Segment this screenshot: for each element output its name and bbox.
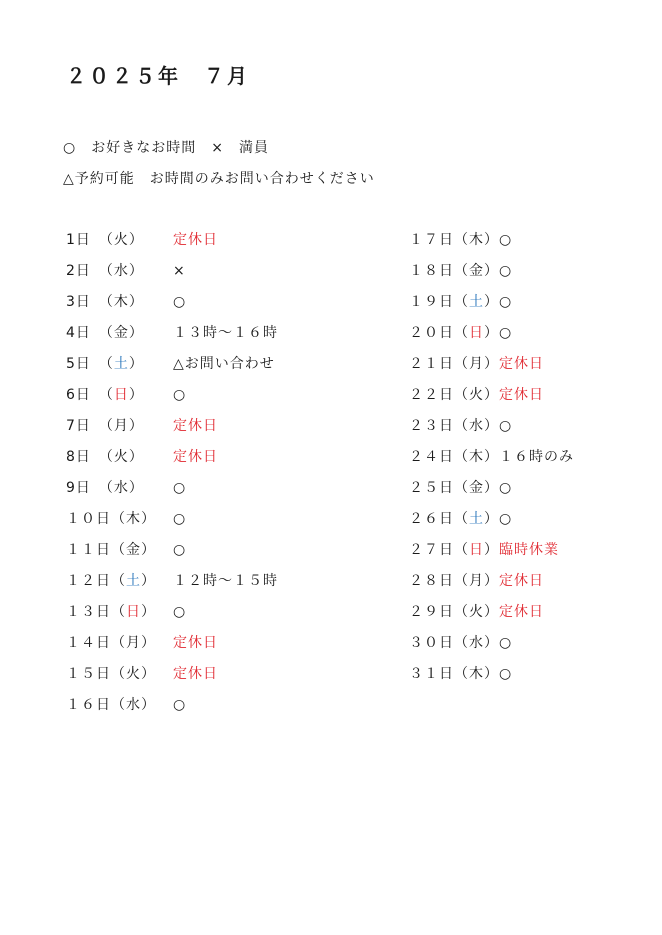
day-date: 4日 （金） (66, 325, 144, 341)
day-date: ２６日（土） (409, 511, 499, 527)
day-weekday: 火 (469, 604, 484, 620)
day-weekday: 木 (469, 232, 484, 248)
day-weekday: 金 (113, 325, 129, 341)
day-number: ２１日 (409, 356, 454, 372)
day-status: ○ (173, 697, 187, 713)
day-status: 臨時休業 (499, 542, 559, 558)
day-weekday: 月 (126, 635, 141, 651)
day-status: × (173, 263, 186, 279)
day-number: 4日 (66, 325, 91, 341)
day-date: １１日（金） (66, 542, 156, 558)
day-date: １２日（土） (66, 573, 156, 589)
day-date: ３１日（木） (409, 666, 499, 682)
day-number: ２５日 (409, 480, 454, 496)
day-number: ２２日 (409, 387, 454, 403)
day-weekday: 月 (469, 573, 484, 589)
day-number: ２４日 (409, 449, 454, 465)
day-number: １１日 (66, 542, 111, 558)
day-date: １５日（火） (66, 666, 156, 682)
day-date: １４日（月） (66, 635, 156, 651)
day-date: ２２日（火） (409, 387, 499, 403)
day-date: １６日（水） (66, 697, 156, 713)
day-weekday: 日 (469, 325, 484, 341)
day-weekday: 火 (113, 232, 129, 248)
day-number: 6日 (66, 387, 91, 403)
day-weekday: 土 (469, 294, 484, 310)
day-weekday: 火 (126, 666, 141, 682)
day-weekday: 金 (126, 542, 141, 558)
day-weekday: 木 (469, 449, 484, 465)
day-status: ○ (173, 480, 187, 496)
day-date: １０日（木） (66, 511, 156, 527)
day-status: 定休日 (499, 604, 544, 620)
day-date: 2日 （水） (66, 263, 144, 279)
day-number: 5日 (66, 356, 91, 372)
day-date: 9日 （水） (66, 480, 144, 496)
day-status: ○ (499, 232, 513, 248)
day-status: 定休日 (173, 666, 218, 682)
day-number: １６日 (66, 697, 111, 713)
day-number: ２７日 (409, 542, 454, 558)
day-weekday: 水 (469, 418, 484, 434)
day-number: ３１日 (409, 666, 454, 682)
day-status: ○ (499, 635, 513, 651)
day-date: 1日 （火） (66, 232, 144, 248)
day-weekday: 水 (469, 635, 484, 651)
day-weekday: 火 (469, 387, 484, 403)
day-status: 定休日 (173, 635, 218, 651)
day-status: １６時のみ (499, 449, 574, 465)
day-number: 3日 (66, 294, 91, 310)
day-status: ○ (173, 294, 187, 310)
day-status: ○ (499, 294, 513, 310)
day-status: １３時～１６時 (173, 325, 278, 341)
day-number: ３０日 (409, 635, 454, 651)
day-status: ○ (173, 387, 187, 403)
day-weekday: 月 (469, 356, 484, 372)
legend-available-full: ○ お好きなお時間 × 満員 (63, 140, 269, 156)
day-weekday: 日 (469, 542, 484, 558)
day-date: ３０日（水） (409, 635, 499, 651)
day-status: ○ (499, 511, 513, 527)
day-status: ○ (499, 418, 513, 434)
day-number: 9日 (66, 480, 91, 496)
page-title: ２０２５年 ７月 (66, 64, 250, 88)
day-weekday: 土 (126, 573, 141, 589)
day-date: １３日（日） (66, 604, 156, 620)
day-date: ２７日（日） (409, 542, 499, 558)
day-status: 定休日 (173, 232, 218, 248)
day-number: １４日 (66, 635, 111, 651)
day-weekday: 日 (126, 604, 141, 620)
day-status: 定休日 (173, 418, 218, 434)
day-number: ２３日 (409, 418, 454, 434)
day-weekday: 木 (113, 294, 129, 310)
day-status: 定休日 (173, 449, 218, 465)
day-number: １０日 (66, 511, 111, 527)
day-weekday: 水 (126, 697, 141, 713)
day-status: 定休日 (499, 356, 544, 372)
day-date: 6日 （日） (66, 387, 144, 403)
day-date: ２５日（金） (409, 480, 499, 496)
day-number: １８日 (409, 263, 454, 279)
day-date: ２３日（水） (409, 418, 499, 434)
day-status: 定休日 (499, 387, 544, 403)
day-weekday: 火 (113, 449, 129, 465)
day-status: ○ (173, 604, 187, 620)
day-date: １９日（土） (409, 294, 499, 310)
day-weekday: 金 (469, 480, 484, 496)
day-weekday: 土 (113, 356, 129, 372)
day-date: １８日（金） (409, 263, 499, 279)
day-number: ２９日 (409, 604, 454, 620)
day-weekday: 土 (469, 511, 484, 527)
day-number: １７日 (409, 232, 454, 248)
day-status: △お問い合わせ (173, 356, 275, 372)
day-weekday: 木 (126, 511, 141, 527)
day-number: 1日 (66, 232, 91, 248)
day-date: ２４日（木） (409, 449, 499, 465)
day-status: ○ (499, 666, 513, 682)
day-status: ○ (499, 480, 513, 496)
day-weekday: 木 (469, 666, 484, 682)
day-date: 8日 （火） (66, 449, 144, 465)
day-number: ２６日 (409, 511, 454, 527)
day-weekday: 日 (113, 387, 129, 403)
day-status: ○ (499, 325, 513, 341)
day-date: ２０日（日） (409, 325, 499, 341)
day-number: 8日 (66, 449, 91, 465)
day-date: 7日 （月） (66, 418, 144, 434)
day-number: ２０日 (409, 325, 454, 341)
day-date: ２８日（月） (409, 573, 499, 589)
day-date: １７日（木） (409, 232, 499, 248)
day-number: １３日 (66, 604, 111, 620)
day-status: １２時～１５時 (173, 573, 278, 589)
day-number: 2日 (66, 263, 91, 279)
day-weekday: 月 (113, 418, 129, 434)
day-weekday: 金 (469, 263, 484, 279)
day-date: ２１日（月） (409, 356, 499, 372)
day-status: 定休日 (499, 573, 544, 589)
legend-inquiry: △予約可能 お時間のみお問い合わせください (63, 171, 375, 187)
day-status: ○ (173, 511, 187, 527)
day-number: 7日 (66, 418, 91, 434)
day-status: ○ (499, 263, 513, 279)
day-number: ２８日 (409, 573, 454, 589)
day-date: 3日 （木） (66, 294, 144, 310)
day-number: １９日 (409, 294, 454, 310)
day-weekday: 水 (113, 263, 129, 279)
day-status: ○ (173, 542, 187, 558)
day-weekday: 水 (113, 480, 129, 496)
day-number: １２日 (66, 573, 111, 589)
day-number: １５日 (66, 666, 111, 682)
day-date: ２９日（火） (409, 604, 499, 620)
day-date: 5日 （土） (66, 356, 144, 372)
